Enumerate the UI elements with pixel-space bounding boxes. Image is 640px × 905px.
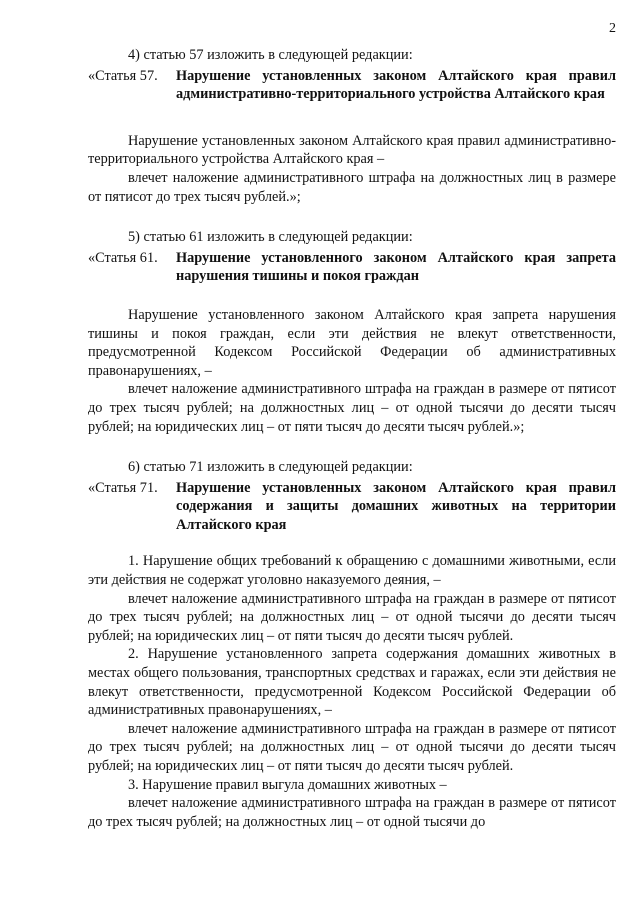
article-label: «Статья 61.	[88, 249, 158, 266]
article-heading	[48, 67, 616, 104]
article-title: Нарушение установленных законом Алтайского края правил административно-территориального устройства Алтайского края	[176, 67, 616, 103]
document-body	[88, 46, 616, 831]
amendment-intro: 5) статью 61 изложить в следующей редакции:	[128, 229, 413, 246]
paragraph: влечет наложение административного штрафа на граждан в размере от пятисот до трех тысяч рублей; на должностных лиц – от одной тысячи до	[88, 795, 616, 830]
paragraph: Нарушение установленных законом Алтайского края правил административно-территориального устройства Алтайского края –	[88, 132, 616, 168]
paragraph: 3. Нарушение правил выгула домашних животных –	[128, 776, 447, 793]
article-title: Нарушение установленных законом Алтайского края правил содержания и защиты домашних животных на территории Алтайского края	[176, 479, 616, 533]
paragraph: влечет наложение административного штрафа на граждан в размере от пятисот до трех тысяч рублей; на должностных лиц – от одной тысячи до десяти тысяч рублей; на юридических лиц – от пяти тысяч до десяти тысяч рублей.	[88, 720, 616, 774]
paragraph: 1. Нарушение общих требований к обращению с домашними животными, если эти действия не содержат уголовно наказуемого деяния, –	[88, 553, 616, 589]
amendment-intro: 6) статью 71 изложить в следующей редакции:	[128, 459, 413, 476]
amendment-intro: 4) статью 57 изложить в следующей редакции:	[128, 47, 413, 63]
paragraph: влечет наложение административного штрафа на граждан в размере от пятисот до трех тысяч рублей; на должностных лиц – от одной тысячи до десяти тысяч рублей; на юридических лиц – от пяти тысяч до десяти тысяч рублей.»;	[88, 381, 616, 435]
article-heading	[48, 479, 616, 535]
article-label: «Статья 57.	[88, 67, 158, 84]
article-label: «Статья 71.	[88, 479, 158, 496]
article-heading	[48, 249, 616, 286]
article-title: Нарушение установленного законом Алтайского края запрета нарушения тишины и покоя граждан	[176, 249, 616, 285]
paragraph: влечет наложение административного штрафа на должностных лиц в размере от пятисот до трех тысяч рублей.»;	[88, 169, 616, 205]
page-number: 2	[609, 21, 616, 36]
paragraph: Нарушение установленного законом Алтайского края запрета нарушения тишины и покоя граждан, если эти действия не влекут ответственности, предусмотренной Кодексом Российской Федерации об административных правонарушениях, –	[88, 306, 616, 379]
paragraph: 2. Нарушение установленного запрета содержания домашних животных в местах общего пользования, транспортных средствах и гаражах, если эти действия не влекут ответственности, предусмотренной Кодексом Российской Федерации об административных правонарушениях, –	[88, 646, 616, 719]
paragraph: влечет наложение административного штрафа на граждан в размере от пятисот до трех тысяч рублей; на должностных лиц – от одной тысячи до десяти тысяч рублей; на юридических лиц – от пяти тысяч до десяти тысяч рублей.	[88, 590, 616, 644]
